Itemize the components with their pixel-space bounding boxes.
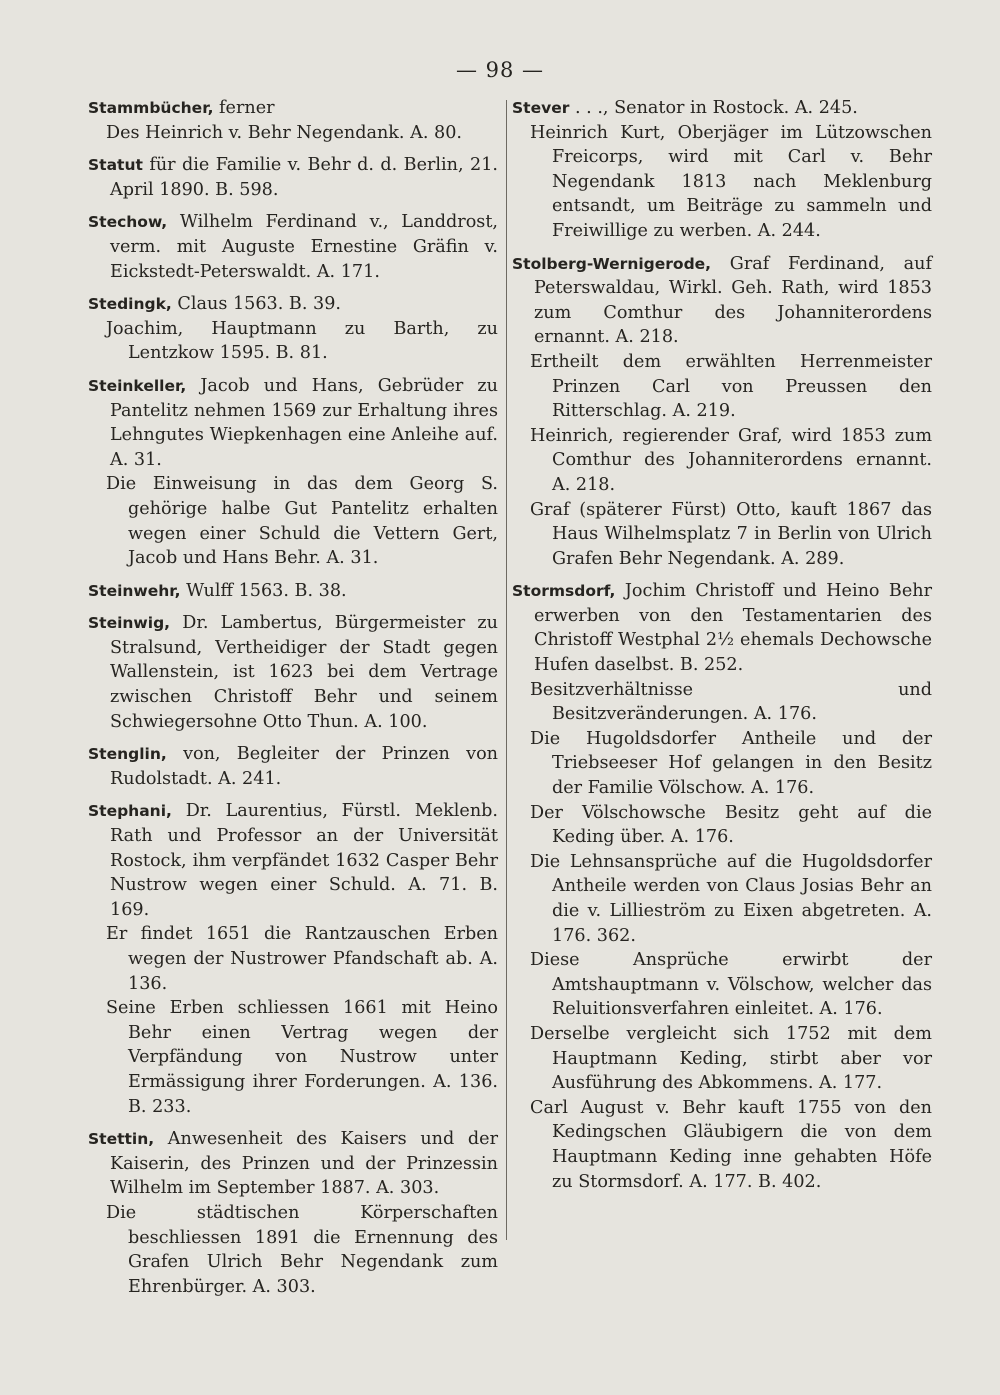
index-entry-steinkeller (88, 374, 498, 571)
entry-text: Die Hugoldsdorfer Antheile und der Triebseeser Hof gelangen in den Besitz der Familie Völschow. A. 176. (530, 728, 932, 799)
entry-text: ferner (219, 98, 275, 118)
entry-text: Die städtischen Körperschaften beschliessen 1891 die Ernennung des Grafen Ulrich Behr Negendank zum Ehrenbürger. A. 303. (106, 1202, 498, 1297)
entry-heading: Steinwehr, (88, 581, 181, 600)
entry-main-text (88, 374, 498, 472)
entry-text: Diese Ansprüche erwirbt der Amtshauptmann v. Völschow, welcher das Reluitionsverfahren einleitet. A. 176. (530, 950, 932, 1020)
entry-text: von, Begleiter der Prinzen von Rudolstadt. A. 241. (110, 744, 499, 789)
entry-main-text (88, 1127, 498, 1201)
index-entry-stormsdorf (512, 579, 932, 1194)
entry-main-text (88, 799, 498, 922)
entry-text: Anwesenheit des Kaisers und der Kaiserin, des Prinzen und der Prinzessin Wilhelm im September 1887. A. 303. (110, 1129, 498, 1199)
entry-text: Die Einweisung in das dem Georg S. gehörige halbe Gut Pantelitz erhalten wegen einer Schuld die Vettern Gert, Jacob und Hans Behr. A. 31. (106, 474, 498, 569)
right-column (512, 96, 932, 1202)
entry-text: Des Heinrich v. Behr Negendank. A. 80. (106, 122, 462, 143)
index-entry-steinwehr (88, 579, 498, 604)
entry-heading: Stammbücher, (88, 99, 214, 117)
entry-sub-text (106, 996, 498, 1119)
entry-text: Besitzverhältnisse und Besitzveränderungen. A. 176. (530, 679, 932, 725)
entry-text: Wulff 1563. B. 38. (186, 580, 347, 601)
index-entry-stechow (88, 210, 498, 284)
entry-text: Derselbe vergleicht sich 1752 mit dem Hauptmann Keding, stirbt aber vor Ausführung des Abkommens. A. 177. (530, 1023, 932, 1094)
index-entry-steinwig (88, 611, 498, 734)
entry-text: Dr. Lambertus, Bürgermeister zu Stralsund, Vertheidiger der Stadt gegen Wallenstein, ist 1623 bei dem Vertrage zwischen Christoff Behr und seinem Schwiegersohne Otto Thun. A. 100. (110, 613, 498, 732)
index-entry-statut (88, 153, 498, 202)
entry-text: Graf (späterer Fürst) Otto, kauft 1867 das Haus Wilhelmsplatz 7 in Berlin von Ulrich Grafen Behr Negendank. A. 289. (530, 499, 932, 569)
entry-text: Der Völschowsche Besitz geht auf die Keding über. A. 176. (530, 802, 932, 848)
entry-sub-text (530, 498, 932, 572)
entry-main-text (88, 579, 498, 604)
entry-main-text (88, 292, 498, 317)
entry-main-text (512, 252, 932, 350)
entry-text: Carl August v. Behr kauft 1755 von den Kedingschen Gläubigern die von dem Hauptmann Keding inne gehabten Höfe zu Stormsdorf. A. 177. B. 402. (530, 1097, 932, 1192)
entry-sub-text (106, 121, 498, 146)
entry-text: Seine Erben schliessen 1661 mit Heino Behr einen Vertrag wegen der Verpfändung von Nustrow unter Ermässigung ihrer Forderungen. A. 136. B. 233. (106, 998, 498, 1117)
index-entry-stenglin (88, 742, 498, 791)
entry-main-text (512, 579, 932, 677)
entry-heading: Stedingk, (88, 295, 172, 314)
entry-text: Claus 1563. B. 39. (177, 294, 342, 315)
entry-text: Die Lehnsansprüche auf die Hugoldsdorfer Antheile werden von Claus Josias Behr an die v. Lillieström zu Eixen abgetreten. A. 176. 362. (530, 851, 932, 946)
entry-text: Joachim, Hauptmann zu Barth, zu Lentzkow 1595. B. 81. (106, 318, 498, 364)
entry-text: Heinrich Kurt, Oberjäger im Lützowschen Freicorps, wird mit Carl v. Behr Negendank 1813 nach Meklenburg entsandt, um Beiträge zu sammeln und Freiwillige zu werben. A. 244. (530, 122, 932, 241)
index-entry-stammbücher (88, 96, 498, 145)
entry-text: Wilhelm Ferdinand v., Landdrost, verm. mit Auguste Ernestine Gräfin v. Eickstedt-Peterswaldt. A. 171. (110, 212, 498, 282)
entry-sub-text (530, 727, 932, 801)
entry-main-text (88, 153, 498, 202)
entry-sub-text (106, 472, 498, 570)
entry-text: Graf Ferdinand, auf Peterswaldau, Wirkl. Geh. Rath, wird 1853 zum Comthur des Johanniterordens ernannt. A. 218. (534, 253, 932, 348)
entry-main-text (512, 96, 932, 121)
entry-sub-text (530, 424, 932, 498)
index-entry-stever (512, 96, 932, 244)
entry-sub-text (530, 121, 932, 244)
entry-main-text (88, 611, 498, 734)
entry-text: . . ., Senator in Rostock. A. 245. (574, 98, 858, 118)
entry-sub-text (530, 1022, 932, 1096)
entry-text: Ertheilt dem erwählten Herrenmeister Prinzen Carl von Preussen den Ritterschlag. A. 219. (530, 351, 932, 422)
entry-text: Heinrich, regierender Graf, wird 1853 zum Comthur des Johanniterordens ernannt. A. 218. (530, 425, 932, 495)
entry-sub-text (530, 678, 932, 727)
entry-text: Jacob und Hans, Gebrüder zu Pantelitz nehmen 1569 zur Erhaltung ihres Lehngutes Wiepkenhagen eine Anleihe auf. A. 31. (110, 375, 498, 470)
column-divider (506, 100, 507, 1240)
entry-main-text (88, 96, 498, 121)
entry-heading: Stettin, (88, 1130, 155, 1149)
entry-heading: Stechow, (88, 213, 168, 232)
entry-text: Jochim Christoff und Heino Behr erwerben von den Testamentarien des Christoff Westphal 2½ ehemals Dechowsche Hufen daselbst. B. 252. (534, 581, 932, 676)
left-column (88, 96, 498, 1307)
entry-sub-text (530, 948, 932, 1022)
entry-heading: Stever (512, 99, 570, 117)
entry-heading: Stenglin, (88, 745, 167, 764)
entry-sub-text (530, 350, 932, 424)
index-entry-stolberg-wernigerode (512, 252, 932, 572)
entry-heading: Statut (88, 156, 143, 175)
entry-sub-text (530, 850, 932, 948)
entry-heading: Stolberg-Wernigerode, (512, 254, 712, 273)
entry-sub-text (106, 317, 498, 366)
entry-text: Er findet 1651 die Rantzauschen Erben wegen der Nustrower Pfandschaft ab. A. 136. (106, 924, 498, 994)
entry-sub-text (106, 1201, 498, 1299)
entry-text: für die Familie v. Behr d. d. Berlin, 21. April 1890. B. 598. (110, 155, 498, 200)
entry-sub-text (530, 801, 932, 850)
entry-text: Dr. Laurentius, Fürstl. Meklenb. Rath und Professor an der Universität Rostock, ihm verpfändet 1632 Casper Behr Nustrow wegen einer Schuld. A. 71. B. 169. (110, 801, 499, 920)
entry-main-text (88, 210, 498, 284)
entry-heading: Steinkeller, (88, 376, 187, 395)
page-number: — 98 — (455, 58, 545, 82)
entry-heading: Steinwig, (88, 614, 171, 633)
entry-heading: Stephani, (88, 802, 172, 821)
index-entry-stettin (88, 1127, 498, 1299)
index-entry-stephani (88, 799, 498, 1119)
entry-sub-text (530, 1096, 932, 1194)
entry-sub-text (106, 922, 498, 996)
entry-heading: Stormsdorf, (512, 582, 616, 601)
entry-main-text (88, 742, 498, 791)
index-entry-stedingk (88, 292, 498, 366)
